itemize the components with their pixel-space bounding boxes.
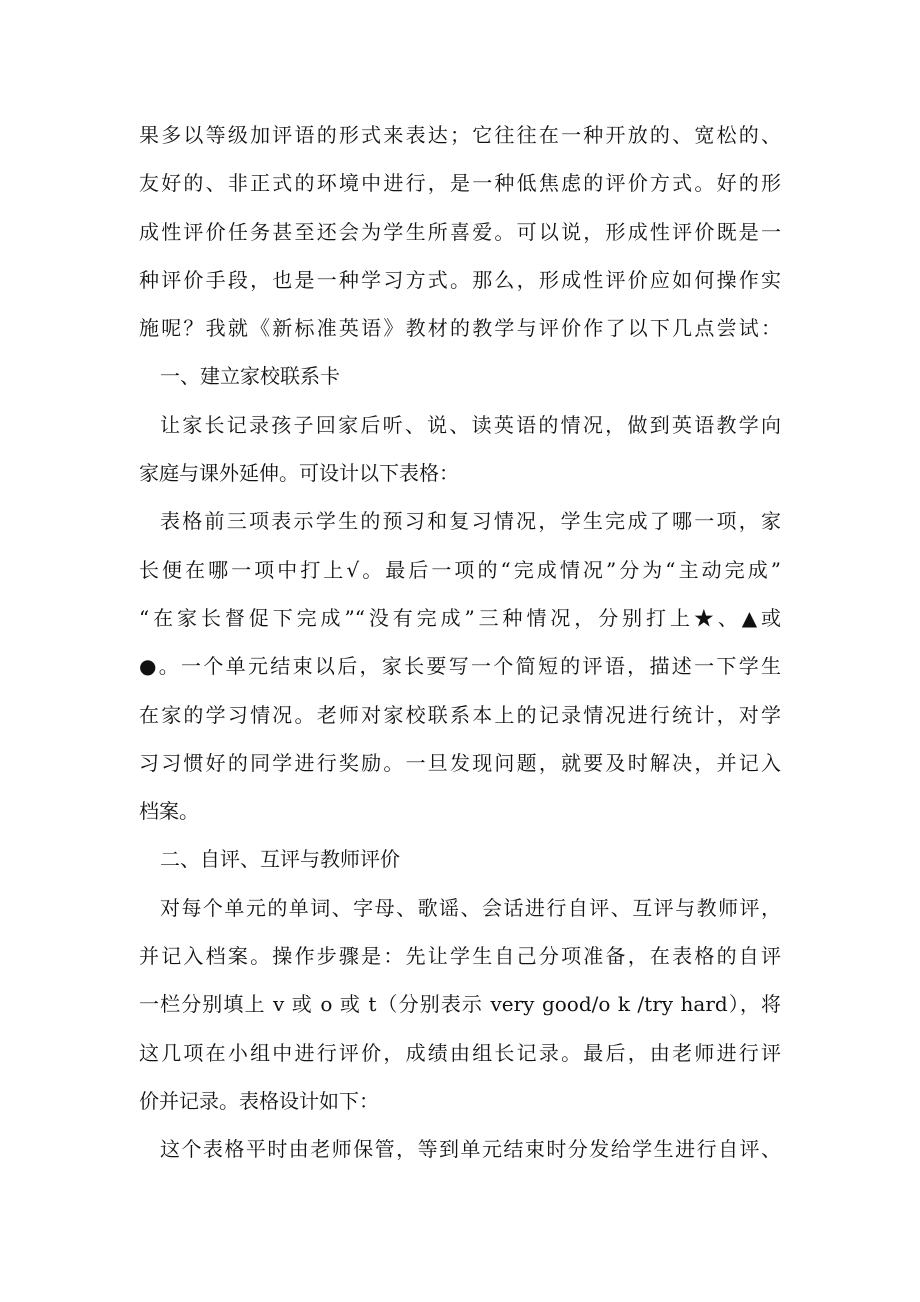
paragraph-line: 友好的、非正式的环境中进行，是一种低焦虑的评价方式。好的形 (139, 171, 781, 196)
paragraph-line: 档案。 (139, 799, 199, 824)
paragraph-line: 对每个单元的单词、字母、歌谣、会话进行自评、互评与教师评， (160, 895, 781, 920)
paragraph-line: 长便在哪一项中打上√。最后一项的“完成情况”分为“主动完成” (139, 557, 781, 582)
paragraph-line: 施呢？我就《新标准英语》教材的教学与评价作了以下几点尝试： (139, 316, 781, 341)
paragraph-line: 在家的学习情况。老师对家校联系本上的记录情况进行统计，对学 (139, 702, 781, 727)
section-heading-2: 二、自评、互评与教师评价 (160, 847, 400, 872)
paragraph-line: 表格前三项表示学生的预习和复习情况，学生完成了哪一项，家 (160, 509, 781, 534)
paragraph-line: 家庭与课外延伸。可设计以下表格： (139, 461, 459, 486)
section-heading-1: 一、建立家校联系卡 (160, 364, 340, 389)
paragraph-line: “在家长督促下完成”“没有完成”三种情况，分别打上★、▲或 (139, 605, 781, 630)
paragraph-line: 这个表格平时由老师保管，等到单元结束时分发给学生进行自评、 (160, 1137, 781, 1162)
paragraph-line: 果多以等级加评语的形式来表达；它往往在一种开放的、宽松的、 (139, 123, 781, 147)
paragraph-line: 价并记录。表格设计如下： (139, 1088, 379, 1113)
paragraph-line: 习习惯好的同学进行奖励。一旦发现问题，就要及时解决，并记入 (139, 750, 781, 775)
paragraph-line: 成性评价任务甚至还会为学生所喜爱。可以说，形成性评价既是一 (139, 219, 781, 244)
paragraph-line: 这几项在小组中进行评价，成绩由组长记录。最后，由老师进行评 (139, 1040, 781, 1065)
paragraph-line: 并记入档案。操作步骤是：先让学生自己分项准备，在表格的自评 (139, 944, 781, 969)
paragraph-line: 一栏分别填上 v 或 o 或 t（分别表示 very good/o k /try hard），将 (139, 992, 781, 1017)
paragraph-line: ●。一个单元结束以后，家长要写一个简短的评语，描述一下学生 (139, 654, 781, 679)
body-text (139, 111, 781, 1174)
paragraph-line: 种评价手段，也是一种学习方式。那么，形成性评价应如何操作实 (139, 267, 781, 292)
paragraph-line: 让家长记录孩子回家后听、说、读英语的情况，做到英语教学向 (160, 412, 781, 437)
